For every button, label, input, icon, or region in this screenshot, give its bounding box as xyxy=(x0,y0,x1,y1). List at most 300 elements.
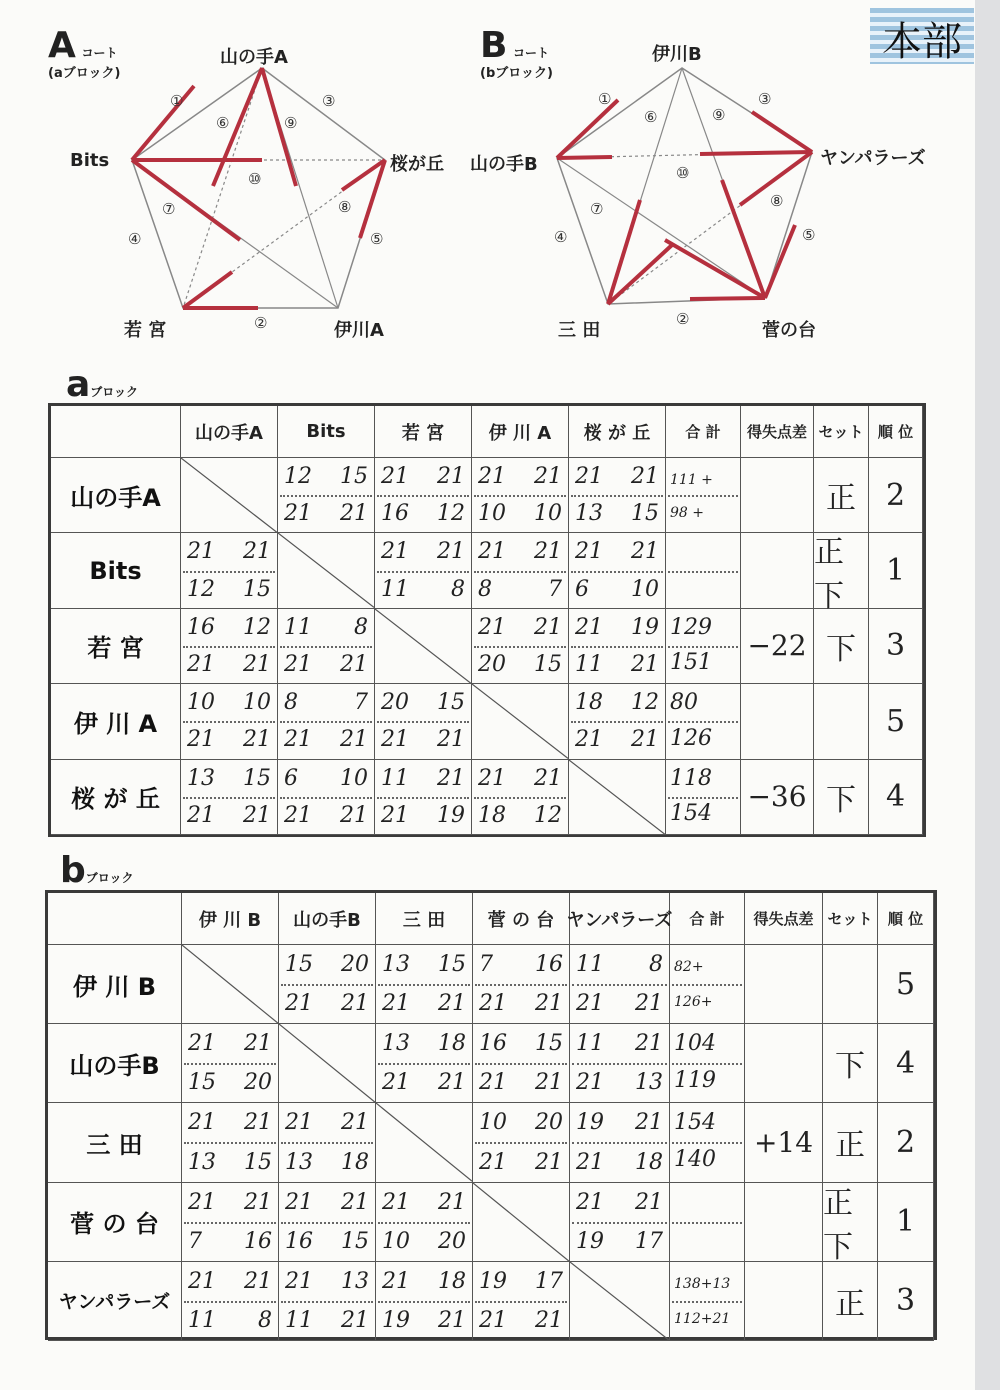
game-score: 21 xyxy=(340,652,368,678)
game-score: 21 xyxy=(534,614,562,640)
game-score: 21 xyxy=(244,1110,272,1136)
total-won: 154 xyxy=(674,1109,716,1135)
diagram-a-team-top: 山の手A xyxy=(220,47,288,68)
diagram-b-match-6: ⑥ xyxy=(644,108,658,126)
game-scores xyxy=(284,495,368,532)
rank-cell xyxy=(869,533,923,608)
diagonal-slash xyxy=(569,760,665,834)
game-score: 13 xyxy=(188,1149,216,1175)
game-scores xyxy=(381,684,465,721)
diagram-a-match-6: ⑥ xyxy=(216,114,230,132)
game-scores xyxy=(188,1183,272,1222)
game-score: 21 xyxy=(382,991,410,1017)
column-header-label: 若 宮 xyxy=(401,422,445,444)
game-score: 13 xyxy=(575,501,603,527)
score-cell xyxy=(472,609,569,684)
game-score: 18 xyxy=(478,802,506,828)
game-scores xyxy=(478,646,562,683)
game-score: 21 xyxy=(478,539,506,565)
row-team-name xyxy=(48,1183,182,1262)
column-header-label: セット xyxy=(818,423,864,441)
score-cell xyxy=(570,945,670,1024)
set-tally: 正下 xyxy=(814,534,844,614)
diagram-b-match-4: ④ xyxy=(554,228,568,246)
diagram-b-match-9: ⑨ xyxy=(712,106,726,124)
rank: 5 xyxy=(895,966,916,1002)
rank-cell xyxy=(878,1183,934,1262)
game-score: 21 xyxy=(244,1189,272,1215)
game-scores xyxy=(479,1142,563,1181)
column-header-label: 得失点差 xyxy=(746,423,807,441)
court-a-sub-word: ブロック xyxy=(62,66,115,81)
game-scores xyxy=(187,684,271,721)
score-cell xyxy=(376,1262,473,1341)
diagram-a-match-8: ⑧ xyxy=(338,198,352,216)
rank: 2 xyxy=(885,477,906,513)
diagonal-slash xyxy=(472,684,568,758)
game-score: 17 xyxy=(635,1228,663,1254)
diagram-b-team-bottom-left: 三 田 xyxy=(558,320,601,341)
diagram-b-match-8: ⑧ xyxy=(770,192,784,210)
game-score: 17 xyxy=(535,1268,563,1294)
game-score: 12 xyxy=(437,501,465,527)
total-won: 111 + xyxy=(670,471,713,488)
game-score: 15 xyxy=(243,576,271,602)
score-cell xyxy=(570,1183,670,1262)
rank-cell xyxy=(869,684,923,759)
total-separator xyxy=(668,797,738,799)
game-score: 13 xyxy=(341,1268,369,1294)
score-cell xyxy=(473,1024,570,1103)
column-header-label: 順 位 xyxy=(887,910,924,928)
game-score: 11 xyxy=(381,576,409,602)
diagram-b-match-10: ⑩ xyxy=(676,164,690,182)
game-score: 21 xyxy=(478,614,506,640)
total-lost: 112+21 xyxy=(674,1310,731,1327)
game-scores xyxy=(576,1222,663,1261)
game-scores xyxy=(478,458,562,495)
game-score: 8 xyxy=(649,952,663,978)
court-b-word: コート xyxy=(513,46,550,60)
diagram-b-match-7: ⑦ xyxy=(590,200,604,218)
game-scores xyxy=(478,571,562,608)
game-score: 21 xyxy=(478,765,506,791)
score-cell xyxy=(473,1262,570,1341)
game-scores xyxy=(575,495,659,532)
score-cell xyxy=(279,1183,376,1262)
game-score: 21 xyxy=(635,1110,663,1136)
total-lost: 126+ xyxy=(674,994,713,1011)
game-scores xyxy=(382,1262,466,1301)
team-name: 伊 川 A xyxy=(73,709,158,738)
column-header xyxy=(745,893,823,945)
game-score: 20 xyxy=(381,690,409,716)
game-score: 12 xyxy=(631,690,659,716)
point-difference-cell xyxy=(745,1262,823,1341)
game-score: 21 xyxy=(187,539,215,565)
column-header-label: 伊 川 A xyxy=(488,422,552,444)
total-separator xyxy=(668,495,738,497)
game-score: 21 xyxy=(187,652,215,678)
block-a-label xyxy=(66,364,138,405)
column-header xyxy=(869,406,923,458)
game-scores xyxy=(381,495,465,532)
game-scores xyxy=(575,533,659,570)
game-score: 20 xyxy=(478,652,506,678)
rank: 1 xyxy=(895,1204,916,1240)
game-score: 21 xyxy=(438,991,466,1017)
total-won: 80 xyxy=(670,690,698,716)
diagonal-slash xyxy=(570,1262,669,1340)
total-cell xyxy=(666,760,741,835)
game-score: 20 xyxy=(244,1070,272,1096)
self-match-cell xyxy=(182,945,279,1024)
game-scores xyxy=(187,797,271,834)
rank-cell xyxy=(878,1024,934,1103)
game-score: 21 xyxy=(535,1070,563,1096)
game-score: 21 xyxy=(244,1031,272,1057)
self-match-cell xyxy=(376,1103,473,1182)
score-cell xyxy=(473,945,570,1024)
game-score: 15 xyxy=(285,952,313,978)
set-tally-cell xyxy=(814,684,869,759)
game-scores xyxy=(381,760,465,797)
game-score: 18 xyxy=(438,1031,466,1057)
diagonal-slash xyxy=(278,533,374,607)
score-cell xyxy=(472,458,569,533)
total-separator xyxy=(672,984,742,986)
game-score: 21 xyxy=(188,1189,216,1215)
game-scores xyxy=(285,984,369,1023)
game-score: 15 xyxy=(243,765,271,791)
game-score: 18 xyxy=(635,1149,663,1175)
diagram-a-team-bottom-right: 伊川A xyxy=(334,320,384,341)
game-score: 20 xyxy=(438,1228,466,1254)
team-name: ヤンパラーズ xyxy=(58,1291,171,1314)
self-match-cell xyxy=(569,760,666,835)
total-cell xyxy=(670,945,745,1024)
game-score: 21 xyxy=(285,1110,313,1136)
diagonal-slash xyxy=(181,458,277,532)
court-a-sub-letter: a xyxy=(53,66,63,81)
game-scores xyxy=(188,1222,272,1261)
game-scores xyxy=(382,1183,466,1222)
diagram-a-match-7: ⑦ xyxy=(162,200,176,218)
team-name: 桜 が 丘 xyxy=(71,785,160,814)
column-header-label: 三 田 xyxy=(402,909,446,931)
game-score: 16 xyxy=(187,614,215,640)
game-scores xyxy=(187,571,271,608)
game-score: 19 xyxy=(631,614,659,640)
score-cell xyxy=(278,458,375,533)
total-won: 129 xyxy=(670,614,712,640)
game-score: 21 xyxy=(243,652,271,678)
game-scores xyxy=(188,1103,272,1142)
game-scores xyxy=(284,646,368,683)
game-score: 21 xyxy=(576,1149,604,1175)
court-b-letter: B xyxy=(480,25,508,66)
set-tally-cell xyxy=(823,945,878,1024)
game-scores xyxy=(382,984,466,1023)
score-cell xyxy=(376,945,473,1024)
game-scores xyxy=(576,1142,663,1181)
game-score: 8 xyxy=(284,690,298,716)
game-score: 10 xyxy=(187,690,215,716)
rank-cell xyxy=(878,1262,934,1341)
score-cell xyxy=(181,609,278,684)
point-difference-cell xyxy=(745,1183,823,1262)
game-score: 13 xyxy=(635,1070,663,1096)
score-cell xyxy=(376,1183,473,1262)
column-header-label: セット xyxy=(827,910,873,928)
block-b-letter: b xyxy=(60,850,86,891)
game-score: 19 xyxy=(382,1307,410,1333)
game-scores xyxy=(285,1183,369,1222)
game-score: 21 xyxy=(437,539,465,565)
game-score: 13 xyxy=(285,1149,313,1175)
game-score: 21 xyxy=(284,652,312,678)
game-score: 21 xyxy=(285,1268,313,1294)
total-won: 118 xyxy=(670,765,712,791)
game-score: 20 xyxy=(341,952,369,978)
game-scores xyxy=(479,984,563,1023)
game-scores xyxy=(284,609,368,646)
game-score: 21 xyxy=(381,464,409,490)
self-match-cell xyxy=(181,458,278,533)
game-scores xyxy=(381,797,465,834)
column-header-label: 伊 川 B xyxy=(198,909,262,931)
row-team-name xyxy=(51,533,181,608)
column-header-label: 菅 の 台 xyxy=(487,909,555,931)
score-cell xyxy=(182,1183,279,1262)
score-cell xyxy=(375,533,472,608)
game-scores xyxy=(575,721,659,758)
total-lost: 126 xyxy=(670,725,712,751)
team-name: 菅 の 台 xyxy=(70,1210,159,1239)
block-b-word: ブロック xyxy=(85,871,134,885)
row-team-name xyxy=(51,609,181,684)
game-scores xyxy=(285,945,369,984)
point-difference-cell xyxy=(741,458,814,533)
game-score: 11 xyxy=(284,614,312,640)
game-score: 21 xyxy=(535,1307,563,1333)
game-scores xyxy=(285,1142,369,1181)
total-lost: 98 + xyxy=(670,504,704,521)
row-team-name xyxy=(48,945,182,1024)
stamp-text: 本部 xyxy=(882,19,962,65)
rank-cell xyxy=(869,458,923,533)
set-tally: 正下 xyxy=(823,1185,853,1265)
game-score: 21 xyxy=(575,464,603,490)
game-score: 21 xyxy=(244,1268,272,1294)
game-score: 21 xyxy=(631,652,659,678)
game-score: 21 xyxy=(478,464,506,490)
game-score: 20 xyxy=(535,1110,563,1136)
team-name: 伊 川 B xyxy=(72,972,156,1001)
score-cell xyxy=(569,458,666,533)
score-cell xyxy=(181,684,278,759)
column-header xyxy=(741,406,814,458)
set-tally-cell xyxy=(823,1103,878,1182)
row-team-name xyxy=(48,1024,182,1103)
game-score: 21 xyxy=(188,1031,216,1057)
total-separator xyxy=(668,646,738,648)
game-score: 11 xyxy=(576,1031,604,1057)
team-name: Bits xyxy=(89,556,142,585)
point-difference: +14 xyxy=(753,1125,814,1159)
game-score: 21 xyxy=(535,991,563,1017)
game-scores xyxy=(284,684,368,721)
diagonal-slash xyxy=(376,1103,472,1181)
point-difference-cell xyxy=(745,945,823,1024)
rank: 3 xyxy=(885,628,906,664)
game-score: 21 xyxy=(576,1189,604,1215)
diagram-a-match-1: ① xyxy=(170,92,184,110)
game-scores xyxy=(575,458,659,495)
game-score: 18 xyxy=(341,1149,369,1175)
diagram-b-match-2: ② xyxy=(676,310,690,328)
game-score: 21 xyxy=(187,802,215,828)
score-cell xyxy=(375,760,472,835)
total-cell xyxy=(670,1183,745,1262)
column-header xyxy=(182,893,279,945)
game-score: 21 xyxy=(188,1268,216,1294)
point-difference-cell xyxy=(741,609,814,684)
block-a-word: ブロック xyxy=(90,385,139,399)
game-scores xyxy=(284,458,368,495)
diagram-b-team-top: 伊川B xyxy=(652,44,702,65)
game-scores xyxy=(187,646,271,683)
game-score: 21 xyxy=(635,1031,663,1057)
game-score: 21 xyxy=(631,539,659,565)
game-scores xyxy=(284,760,368,797)
game-score: 10 xyxy=(382,1228,410,1254)
column-header-label: 合 計 xyxy=(689,910,725,928)
game-score: 12 xyxy=(187,576,215,602)
game-score: 21 xyxy=(341,1189,369,1215)
rank: 2 xyxy=(895,1124,916,1160)
game-scores xyxy=(382,1063,466,1102)
column-header xyxy=(814,406,869,458)
game-score: 21 xyxy=(284,501,312,527)
game-score: 21 xyxy=(479,1307,507,1333)
total-cell xyxy=(670,1103,745,1182)
game-score: 12 xyxy=(284,464,312,490)
column-header xyxy=(566,893,673,945)
game-score: 21 xyxy=(437,464,465,490)
game-scores xyxy=(479,1262,563,1301)
column-header-label: 山の手A xyxy=(195,422,263,444)
game-score: 21 xyxy=(479,1149,507,1175)
total-separator xyxy=(672,1222,742,1224)
game-score: 13 xyxy=(187,765,215,791)
game-score: 21 xyxy=(534,464,562,490)
game-score: 15 xyxy=(631,501,659,527)
game-score: 10 xyxy=(631,576,659,602)
diagram-b-team-bottom-right: 菅の台 xyxy=(762,320,816,341)
row-team-name xyxy=(51,684,181,759)
score-cell xyxy=(278,609,375,684)
game-scores xyxy=(479,1063,563,1102)
game-score: 10 xyxy=(479,1110,507,1136)
game-scores xyxy=(575,571,659,608)
row-team-name xyxy=(51,458,181,533)
court-b-block: (bブロック) xyxy=(480,66,553,81)
game-score: 10 xyxy=(340,765,368,791)
diagonal-slash xyxy=(279,1024,375,1102)
game-score: 21 xyxy=(381,727,409,753)
game-score: 10 xyxy=(534,501,562,527)
game-score: 21 xyxy=(438,1307,466,1333)
game-score: 8 xyxy=(478,576,492,602)
court-a-word: コート xyxy=(81,46,118,60)
game-score: 21 xyxy=(243,727,271,753)
score-cell xyxy=(570,1103,670,1182)
diagram-b-lines xyxy=(557,68,812,304)
total-cell xyxy=(670,1262,745,1341)
diagram-a-match-5: ⑤ xyxy=(370,230,384,248)
diagram-a-team-right: 桜が丘 xyxy=(390,154,444,175)
game-scores xyxy=(479,1024,563,1063)
score-cell xyxy=(278,760,375,835)
diagram-a-match-10: ⑩ xyxy=(248,170,262,188)
row-team-name xyxy=(51,760,181,835)
score-cell xyxy=(182,1024,279,1103)
diagram-a-match-4: ④ xyxy=(128,230,142,248)
set-tally-cell xyxy=(823,1024,878,1103)
game-scores xyxy=(381,533,465,570)
score-cell xyxy=(181,760,278,835)
column-header xyxy=(670,893,745,945)
game-scores xyxy=(382,1024,466,1063)
game-scores xyxy=(284,721,368,758)
game-scores xyxy=(576,1103,663,1142)
point-difference-cell xyxy=(745,1103,823,1182)
total-lost: 154 xyxy=(670,801,712,827)
score-cell xyxy=(375,684,472,759)
game-scores xyxy=(575,609,659,646)
score-cell xyxy=(279,1103,376,1182)
block-a-table xyxy=(48,403,926,837)
diagonal-slash xyxy=(375,609,471,683)
set-tally-cell xyxy=(814,458,869,533)
game-score: 10 xyxy=(243,690,271,716)
column-header xyxy=(878,893,934,945)
game-score: 21 xyxy=(284,802,312,828)
set-tally: 下 xyxy=(835,1049,865,1085)
game-scores xyxy=(478,533,562,570)
column-header-label: 山の手B xyxy=(293,909,361,931)
game-scores xyxy=(478,609,562,646)
game-score: 13 xyxy=(382,1031,410,1057)
game-score: 21 xyxy=(437,727,465,753)
game-scores xyxy=(478,495,562,532)
total-won: 138+13 xyxy=(674,1276,731,1293)
game-scores xyxy=(382,1222,466,1261)
diagram-b-match-5: ⑤ xyxy=(802,226,816,244)
rank-cell xyxy=(878,945,934,1024)
game-score: 21 xyxy=(340,501,368,527)
game-scores xyxy=(187,721,271,758)
point-difference: −36 xyxy=(747,780,807,814)
score-cell xyxy=(472,760,569,835)
game-scores xyxy=(285,1222,369,1261)
corner-cell xyxy=(48,893,182,945)
self-match-cell xyxy=(570,1262,670,1341)
set-tally-cell xyxy=(823,1183,878,1265)
game-score: 21 xyxy=(635,991,663,1017)
column-header xyxy=(376,893,473,945)
